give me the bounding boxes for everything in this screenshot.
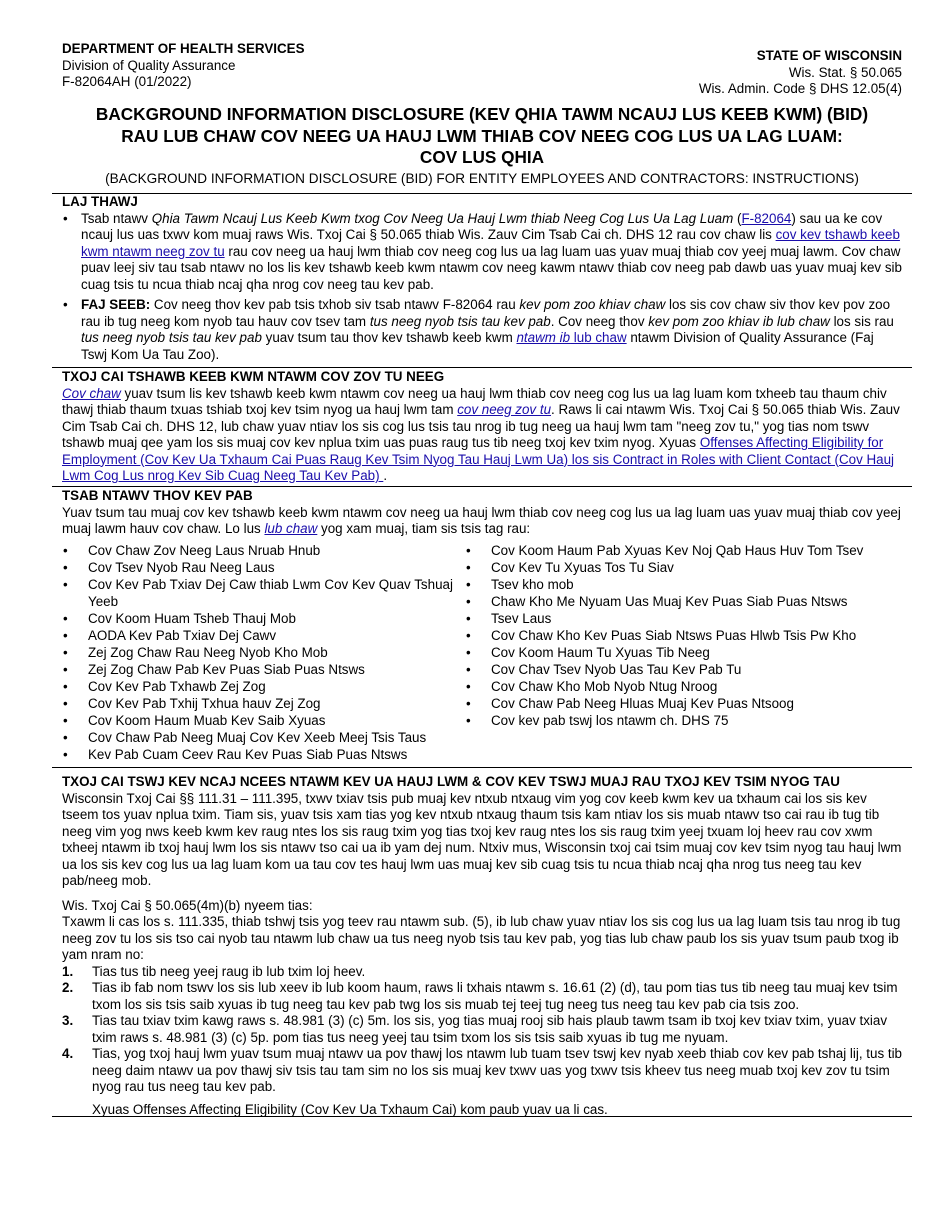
bullet-list bbox=[465, 542, 910, 729]
list-item: • Chaw Kho Me Nyuam Uas Muaj Kev Puas Siab Puas Ntsws bbox=[465, 593, 910, 610]
entity-column-2 bbox=[465, 542, 910, 729]
offenses-eligibility-link[interactable]: Offenses Affecting Eligibility for Employment (Cov Kev Ua Txhaum Cai Puas Raug Kev Tsim Nyog Tau Hauj Lwm Ua) los sis Contract in Roles with Client Contact (Cov Hauj Lwm Cog Lus nrog Kev Sib Cuag Neeg Tau Kev Pab) bbox=[62, 435, 895, 483]
header-right bbox=[699, 48, 902, 98]
section-heading: LAJ THAWJ bbox=[62, 194, 138, 209]
form-number: F-82064AH (01/2022) bbox=[62, 74, 192, 89]
paragraph: Xyuas Offenses Affecting Eligibility (Cov Kev Ua Txhaum Cai) kom paub yuav ua li cas. bbox=[92, 1101, 608, 1117]
divider bbox=[52, 486, 912, 487]
caregiver-link[interactable]: cov neeg zov tu bbox=[457, 402, 552, 417]
list-item: • Cov Kev Pab Txhij Txhua hauv Zej Zog bbox=[62, 695, 457, 712]
list-item: • Zej Zog Chaw Rau Neeg Nyob Kho Mob bbox=[62, 644, 457, 661]
divider bbox=[52, 1116, 912, 1117]
paragraph: Txawm li cas los s. 111.335, thiab tshwj tsis yog teev rau ntawm sub. (5), ib lub chaw yuav ntiav los sis cog lus ua lag luam tsis tau nrog ib tug neeg zov tu los sis tso cai nyob tau ntawm lub chaw ua tus neeg nyob tsis tau kev pab, yog tias lub chaw paub los sis yuav tsum paub txog ib yam nram no: bbox=[62, 914, 901, 962]
list-item: • Cov Chaw Zov Neeg Laus Nruab Hnub bbox=[62, 542, 457, 559]
statute-ref: Wis. Stat. § 50.065 bbox=[788, 64, 902, 80]
list-item: • Tsev Laus bbox=[465, 610, 910, 627]
paragraph: Yuav tsum tau muaj cov kev tshawb keeb kwm ntawm cov neeg ua hauj lwm thiab cov neeg cog lus ua lag luam uas yuav muaj thiab cov yeej muaj lawm hauv cov chaw. Lo lus lub chaw yog xam muaj, tiam sis tsis tag rau: bbox=[62, 504, 901, 536]
state-name: STATE OF WISCONSIN bbox=[756, 48, 902, 63]
list-item: 3. Tias tau txiav txim kawg raws s. 48.981 (3) (c) 5m. los sis, yog tias muaj rooj sib hais plaub tawm tsam ib txoj kev txiav txim, yuav txiav txim raws s. 48.981 (3) (c) 5p. pom tias tus neeg yeej tau tsim txom los sis tsis saib xyuas ib tug me nyuam. bbox=[62, 1013, 888, 1045]
list-item: • Cov Koom Haum Tu Xyuas Tib Neeg bbox=[465, 644, 910, 661]
entity-link[interactable]: lub chaw bbox=[264, 521, 318, 536]
list-item: • Cov kev pab tswj los ntawm ch. DHS 75 bbox=[465, 712, 910, 729]
list-item: • Cov Chaw Pab Neeg Hluas Muaj Kev Puas Ntsoog bbox=[465, 695, 910, 712]
paragraph: Wis. Txoj Cai § 50.065(4m)(b) nyeem tias: bbox=[62, 897, 313, 913]
section-heading: TXOJ CAI TSHAWB KEEB KWM NTAWM COV ZOV TU NEEG bbox=[62, 369, 445, 384]
title-line-2: RAU LUB CHAW COV NEEG UA HAUJ LWM THIAB COV NEEG COG LUS UA LAG LUAM: bbox=[121, 125, 843, 146]
entity-link[interactable]: Cov chaw bbox=[62, 385, 121, 401]
form-f82064-link[interactable]: F-82064 bbox=[741, 210, 792, 226]
department-name: DEPARTMENT OF HEALTH SERVICES bbox=[62, 41, 305, 56]
list-item: • Zej Zog Chaw Pab Kev Puas Siab Puas Ntsws bbox=[62, 661, 457, 678]
paragraph: Wisconsin Txoj Cai §§ 111.31 – 111.395, txwv txiav tsis pub muaj kev ntxub ntxaug vim yog cov keeb kwm kev ua txhaum cai los sis kev tseem tos yuav nplua txim. Tiam sis, yuav tsis xam tias yog kev ntxub ntxaug thaum tsis kam ntiav los sis muab ntawv tso cai rau ib tug tib neeg vim yog nws keeb kwm kev raug ntes los sis raug txim yog tias txoj kev raug ntes los sis raug txim yeej txuam loj heev rau cov xwm txheej ntawm ib txoj hauj lwm los sis ntawv tso cai ua ib yam dej num. Ntxiv mus, Wisconsin txoj cai tsim muaj cov kev tsim nyog tau hauj lwm ua los sis kev cog lus ua lag luam kom ua tau cov tes hauj lwm uas muaj kev sib cuag tsis tu ncua thiab ncaj qha nrog tus neeg tau kev pab/neeg mob. bbox=[62, 790, 902, 888]
header-left bbox=[62, 41, 305, 91]
list-item: • Cov Chav Tsev Nyob Uas Tau Kev Pab Tu bbox=[465, 661, 910, 678]
section-laj-thawj bbox=[62, 194, 902, 363]
section-heading: TXOJ CAI TSWJ KEV NCAJ NCEES NTAWM KEV UA HAUJ LWM & COV KEV TSWJ MUAJ RAU TXOJ KEV TSIM NYOG TAU bbox=[62, 774, 840, 789]
list-item: • Cov Koom Haum Pab Xyuas Kev Noj Qab Haus Huv Tom Tsev bbox=[465, 542, 910, 559]
divider bbox=[52, 367, 912, 368]
list-item: 4. Tias, yog txoj hauj lwm yuav tsum muaj ntawv ua pov thawj los ntawm lub tuam tsev tswj kev nyab xeeb thiab cov kev pab tshaj lij, tus tib neeg daim ntawv ua pov thawj siv tsis tau tam sim no los sis muaj kev txwv uas yog txwv tsis kheev tus neeg muab txoj kev zov tu tsim nyog rau tus neeg tau kev pab. bbox=[62, 1046, 903, 1094]
title-line-3: COV LUS QHIA bbox=[419, 147, 545, 167]
division-name: Division of Quality Assurance bbox=[62, 57, 236, 73]
list-item: • Cov Kev Pab Txhawb Zej Zog bbox=[62, 678, 457, 695]
section-tsab-ntawv bbox=[62, 488, 902, 538]
list-item: • Cov Kev Tu Xyuas Tos Tu Siav bbox=[465, 559, 910, 576]
list-item: • Cov Chaw Kho Kev Puas Siab Ntsws Puas Hlwb Tsis Pw Kho bbox=[465, 627, 910, 644]
list-item: • AODA Kev Pab Txiav Dej Cawv bbox=[62, 627, 457, 644]
page-title bbox=[52, 104, 912, 169]
entity-column-1 bbox=[62, 542, 457, 763]
list-item: • Kev Pab Cuam Ceev Rau Kev Puas Siab Puas Ntsws bbox=[62, 746, 457, 763]
list-item: • Cov Koom Haum Muab Kev Saib Xyuas bbox=[62, 712, 457, 729]
list-item: • Tsab ntawv Qhia Tawm Ncauj Lus Keeb Kwm txog Cov Neeg Ua Hauj Lwm thiab Neeg Cog Lus Ua Lag Luam (F-82064) sau ua ke cov ncauj lus uas txwv kom muaj raws Wis. Txoj Cai § 50.065 thiab Wis. Zauv Cim Tsab Cai ch. DHS 12 rau cov chaw lis cov kev tshawb keeb kwm ntawm neeg zov tu rau cov neeg ua hauj lwm thiab cov neeg cog lus ua lag luam uas yuav muaj thiab cov yeej muaj lawm. Cov chaw puav leej siv tau tsab ntawv no los lis kev tshawb keeb kwm ntawm cov neeg kawm ntawv thiab cov neeg pab dawb uas yuav muaj kev sib cuag tsis tu ncua thiab ncaj qha nrog cov neeg tau kev pab. bbox=[62, 211, 902, 294]
admin-code-ref: Wis. Admin. Code § DHS 12.05(4) bbox=[698, 81, 902, 96]
bullet-list bbox=[62, 211, 902, 364]
section-txoj-cai bbox=[62, 369, 902, 485]
caregiver-background-check-link[interactable]: cov kev tshawb keeb kwm ntawm neeg zov tu bbox=[81, 227, 900, 259]
section-heading: TSAB NTAWV THOV KEV PAB bbox=[62, 488, 253, 503]
list-item: • FAJ SEEB: Cov neeg thov kev pab tsis txhob siv tsab ntawv F-82064 rau kev pom zoo khiav chaw los sis cov chaw siv thov kev pov zoo rau ib tug neeg kom nyob tau hauv cov tsev tam tus neeg nyob tsis tau kev pab. Cov neeg thov kev pom zoo khiav ib lub chaw los sis rau tus neeg nyob tsis tau kev pab yuav tsum tau thov kev tshawb keeb kwm ntawm ib lub chaw ntawm Division of Quality Assurance (Faj Tswj Kom Ua Tau Zoo). bbox=[62, 297, 902, 363]
paragraph: Cov chaw yuav tsum lis kev tshawb keeb kwm ntawm cov neeg ua hauj lwm thiab cov neeg cog lus ua lag luam kom txheeb tau thaum chiv thawj thiab thaum txuas tshiab txoj kev tsim nyog ua hauj lwm tam cov neeg zov tu. Raws li cai ntawm Wis. Txoj Cai § 50.065 thiab Wis. Zauv Cim Tsab Cai ch. DHS 12, lub chaw yuav ntiav los sis cog lus tsis tau nrog ib tug neeg ua hauj lwm tam "neeg zov tu," yog tias nom tswv tshawb muaj qee yam los sis muaj cov kev nplua txim uas puas raug tus tib neeg txoj kev txim nyog. Xyuas Offenses Affecting Eligibility for Employment (Cov Kev Ua Txhaum Cai Puas Raug Kev Tsim Nyog Tau Hauj Lwm Ua) los sis Contract in Roles with Client Contact (Cov Hauj Lwm Cog Lus nrog Kev Sib Cuag Neeg Tau Kev Pab) . bbox=[62, 385, 900, 483]
list-item: • Cov Chaw Pab Neeg Muaj Cov Kev Xeeb Meej Tsis Taus bbox=[62, 729, 457, 746]
list-item: • Cov Chaw Kho Mob Nyob Ntug Nroog bbox=[465, 678, 910, 695]
title-line-1: BACKGROUND INFORMATION DISCLOSURE (KEV QHIA TAWM NCAUJ LUS KEEB KWM) (BID) bbox=[95, 104, 869, 124]
entity-link[interactable]: ntawm ib lub chaw bbox=[516, 330, 627, 345]
divider bbox=[52, 767, 912, 768]
list-item: 2. Tias ib fab nom tswv los sis lub xeev ib lub koom haum, raws li txhais ntawm s. 16.61 (2) (d), tau pom tias tus tib neeg tau muaj kev tsim txom los sis tsis saib xyuas ib tug neeg tau kev pab twg los sis muab tej teej tug neeg tus neeg tau kev pab cia tsis zoo. bbox=[62, 980, 898, 1012]
list-item: • Tsev kho mob bbox=[465, 576, 910, 593]
list-item: • Cov Tsev Nyob Rau Neeg Laus bbox=[62, 559, 457, 576]
numbered-list bbox=[62, 964, 902, 1096]
list-item: • Cov Kev Pab Txiav Dej Caw thiab Lwm Cov Kev Quav Tshuaj Yeeb bbox=[62, 576, 457, 610]
section-tsim-nyog bbox=[62, 774, 902, 1118]
list-item: • Cov Koom Huam Tsheb Thauj Mob bbox=[62, 610, 457, 627]
page-subtitle: (BACKGROUND INFORMATION DISCLOSURE (BID) FOR ENTITY EMPLOYEES AND CONTRACTORS: INSTRUCTIONS) bbox=[105, 171, 859, 186]
list-item: 1. Tias tus tib neeg yeej raug ib lub txim loj heev. bbox=[62, 963, 366, 979]
bullet-list bbox=[62, 542, 457, 763]
